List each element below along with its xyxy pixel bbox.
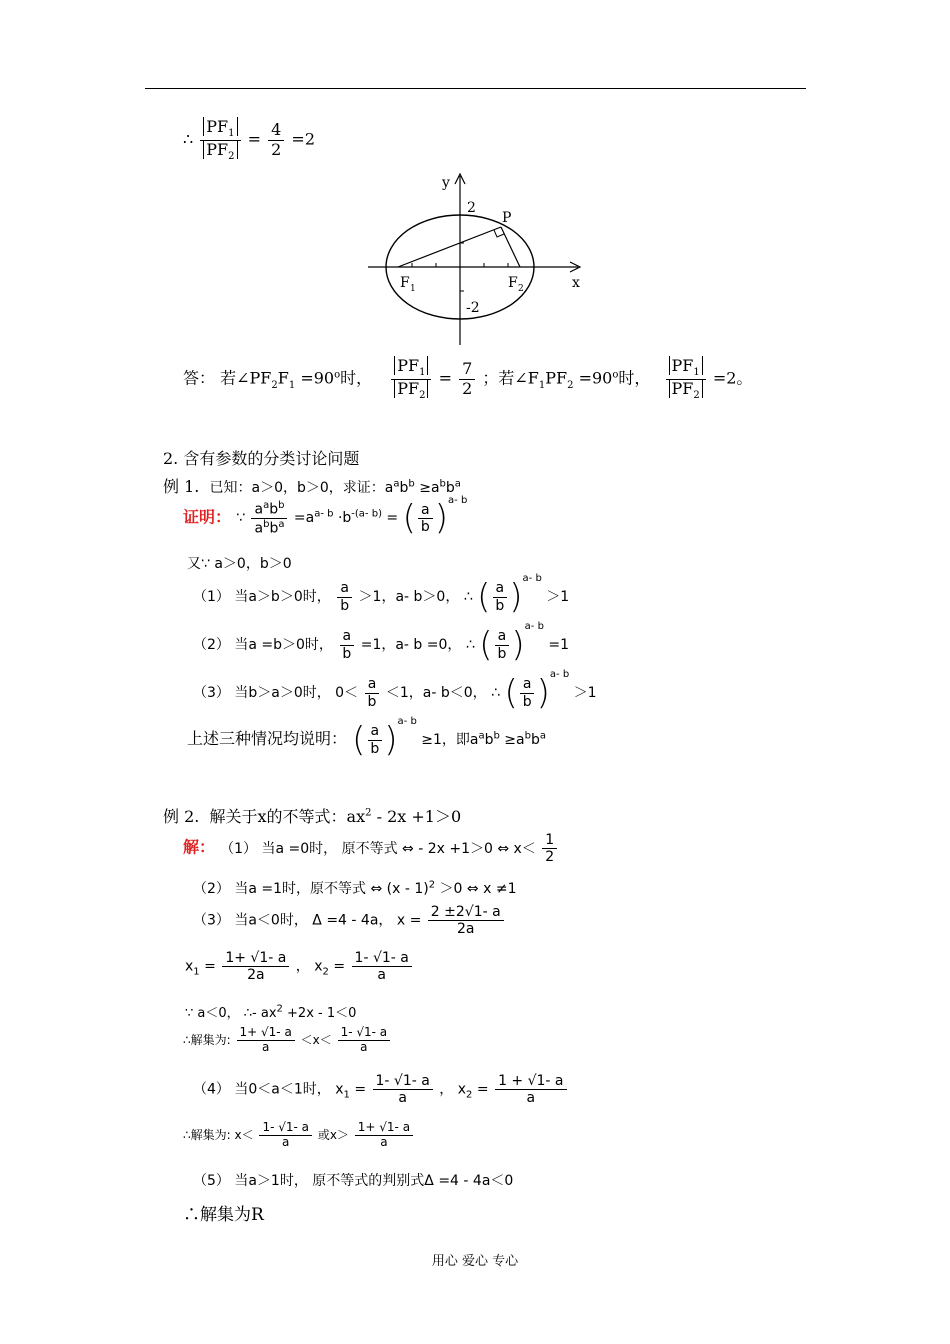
seven-halves-fraction: $\frac{7}{2}$: [459, 360, 475, 398]
pf-ratio-fraction: $\frac{PF_1}{PF_2}$: [200, 118, 240, 162]
ellipse-figure: [360, 170, 590, 350]
example-2-statement: 例 2. 解关于x的不等式：$ax^2 - 2x +1>0$: [163, 807, 462, 826]
f1-label: F: [400, 275, 410, 291]
solution-set-1: ∴解集为: $\frac{1+ √1- a}{a}$ ＜x＜ $\frac{1- √1- a}{a}$: [183, 1026, 392, 1055]
proof-line: 证明： ∵ $\frac{a^ab^b}{a^bb^a}$ $=a^{a- b} \cdot b^{-(a- b)}$ = ( $\frac{a}{b}$ )$^{a- b}$: [183, 494, 468, 539]
answer-line: 答： 若$\angle PF_2F_1 =90^o$时， $\frac{PF_1}{PF_2}$ = $\frac{7}{2}$ ；若$\angle F_1PF_2 =90^o$时， $\frac{PF_1}{PF_2}$ =2。: [183, 356, 753, 401]
f2-label: F: [508, 275, 518, 291]
label-neg-2: -2: [466, 300, 480, 316]
point-p-label: P: [502, 210, 512, 226]
header-rule: [145, 88, 806, 89]
solution-label: 解：: [183, 837, 216, 857]
final-solution: ∴解集为R: [183, 1205, 264, 1225]
also-line: 又∵ a＞0，b＞0: [187, 556, 292, 572]
solution-case-4: （4） 当0＜a＜1时， $x_1$ = $\frac{1- √1- a}{a}$ ， $x_2$ = $\frac{1 + √1- a}{a}$: [193, 1073, 569, 1106]
four-halves-fraction: $\frac{4}{2}$: [268, 121, 284, 159]
segment-pf1: [398, 227, 501, 267]
y-label: y: [442, 175, 450, 191]
conclusion-line: 上述三种情况均说明： ( $\frac{a}{b}$ )$^{a- b}$ ≥1，即$a^ab^b \ge a^bb^a$: [187, 716, 547, 760]
ratio-line: ∴ $\frac{PF_1}{PF_2}$ = $\frac{4}{2}$ =2: [183, 117, 315, 162]
roots-line: $x_1$ = $\frac{1+ √1- a}{2a}$ ， $x_2$ = $\frac{1- √1- a}{a}$: [185, 950, 414, 983]
solution-set-2: ∴解集为: x＜ $\frac{1- √1- a}{a}$ 或x＞ $\frac{1+ √1- a}{a}$: [183, 1121, 415, 1150]
solution-case-1: 解： （1） 当a =0时， 原不等式 ⇔ - 2x +1＞0 ⇔ x＜ $\frac{1}{2}$: [183, 832, 559, 865]
answer-fraction-2: $\frac{PF_1}{PF_2}$: [666, 357, 706, 401]
proof-label: 证明：: [183, 507, 232, 527]
answer-fraction-1: $\frac{PF_1}{PF_2}$: [391, 357, 431, 401]
since-line: ∵ a＜0， ∴- $ax^2 +2x - 1<0$: [185, 1003, 357, 1021]
case-1-line: （1） 当a＞b＞0时， $\frac{a}{b}$ ＞1，a- b＞0， ∴ ( $\frac{a}{b}$ )$^{a- b}$ ＞1: [193, 573, 570, 617]
solution-case-2: （2） 当a =1时，原不等式 ⇔ (x - 1)$^2$ ＞0 ⇔ x ≠1: [193, 879, 517, 897]
example-1-statement: 例 1. 已知：a＞0，b＞0，求证：$a^ab^b \ge a^bb^a$: [163, 477, 461, 496]
svg-text:2: 2: [518, 284, 524, 294]
solution-case-3: （3） 当a＜0时， Δ =4 - 4a， x = $\frac{2 \pm 2√1- a}{2a}$: [193, 904, 506, 937]
proof-fraction: $\frac{a^ab^b}{a^bb^a}$: [251, 500, 287, 537]
section-2-heading: 2. 含有参数的分类讨论问题: [163, 449, 360, 468]
therefore-symbol: ∴: [183, 129, 194, 149]
label-2: 2: [467, 200, 476, 216]
segment-pf2: [501, 227, 520, 267]
case-2-line: （2） 当a =b＞0时， $\frac{a}{b}$ =1，a- b =0， ∴ ( $\frac{a}{b}$ )$^{a- b}$ =1: [193, 621, 570, 665]
svg-text:1: 1: [410, 284, 416, 294]
solution-case-5: （5） 当a＞1时， 原不等式的判别式Δ =4 - 4a＜0: [193, 1173, 514, 1189]
case-3-line: （3） 当b＞a＞0时， 0＜ $\frac{a}{b}$ ＜1，a- b＜0， ∴ ( $\frac{a}{b}$ )$^{a- b}$ ＞1: [193, 669, 597, 713]
x-label: x: [572, 275, 580, 291]
page-footer: 用心 爱心 专心: [431, 1254, 519, 1269]
